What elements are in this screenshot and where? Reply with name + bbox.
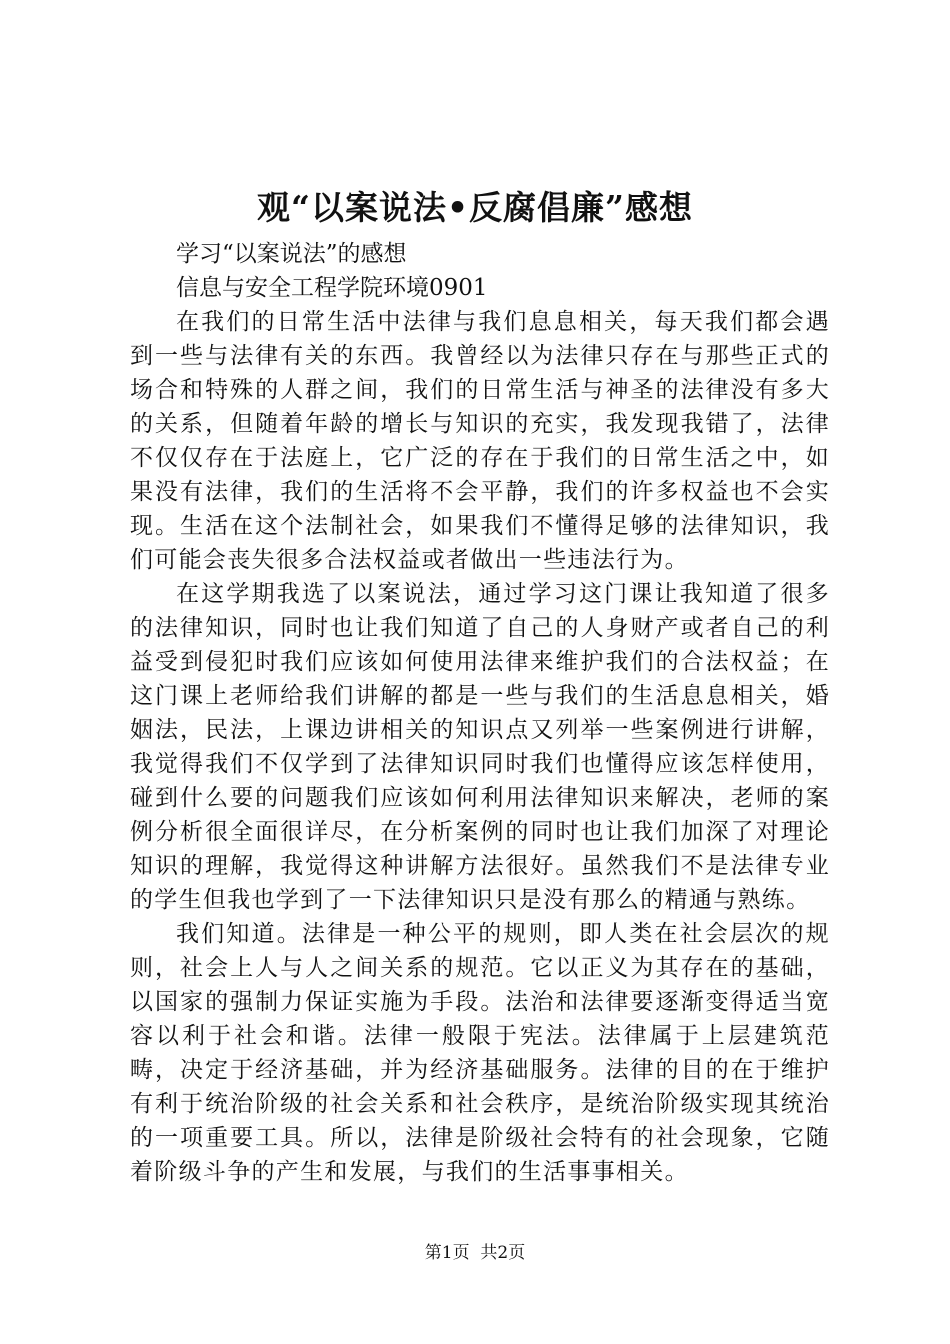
document-subtitle: 学习“以案说法”的感想 <box>176 241 407 267</box>
body-paragraph-1: 在我们的日常生活中法律与我们息息相关，每天我们都会遇到一些与法律有关的东西。我曾经以为法律只存在与那些正式的场合和特殊的人群之间，我们的日常生活与神圣的法律没有多大的关系，但随着年龄的增长与知识的充实，我发现我错了，法律不仅仅存在于法庭上，它广泛的存在于我们的日常生活之中，如果没有法律，我们的生活将不会平静，我们的许多权益也不会实现。生活在这个法制社会，如果我们不懂得足够的法律知识，我们可能会丧失很多合法权益或者做出一些违法行为。 <box>130 309 830 573</box>
document-title: 观“以案说法•反腐倡廉”感想 <box>256 188 694 227</box>
document-body <box>130 237 830 1189</box>
author-line: 信息与安全工程学院环境0901 <box>176 275 488 301</box>
body-paragraph-2: 在这学期我选了以案说法，通过学习这门课让我知道了很多的法律知识，同时也让我们知道了自己的人身财产或者自己的利益受到侵犯时我们应该如何使用法律来维护我们的合法权益；在这门课上老师给我们讲解的都是一些与我们的生活息息相关，婚姻法，民法，上课边讲相关的知识点又列举一些案例进行讲解，我觉得我们不仅学到了法律知识同时我们也懂得应该怎样使用，碰到什么要的问题我们应该如何利用法律知识来解决，老师的案例分析很全面很详尽，在分析案例的同时也让我们加深了对理论知识的理解，我觉得这种讲解方法很好。虽然我们不是法律专业的学生但我也学到了一下法律知识只是没有那么的精通与熟练。 <box>130 581 830 913</box>
page-footer: 第1页 共2页 <box>424 1243 526 1263</box>
body-paragraph-3: 我们知道。法律是一种公平的规则，即人类在社会层次的规则，社会上人与人之间关系的规范。它以正义为其存在的基础，以国家的强制力保证实施为手段。法治和法律要逐渐变得适当宽容以利于社会和谐。法律一般限于宪法。法律属于上层建筑范畴，决定于经济基础，并为经济基础服务。法律的目的在于维护有利于统治阶级的社会关系和社会秩序，是统治阶级实现其统治的一项重要工具。所以，法律是阶级社会特有的社会现象，它随着阶级斗争的产生和发展，与我们的生活事事相关。 <box>130 921 830 1185</box>
